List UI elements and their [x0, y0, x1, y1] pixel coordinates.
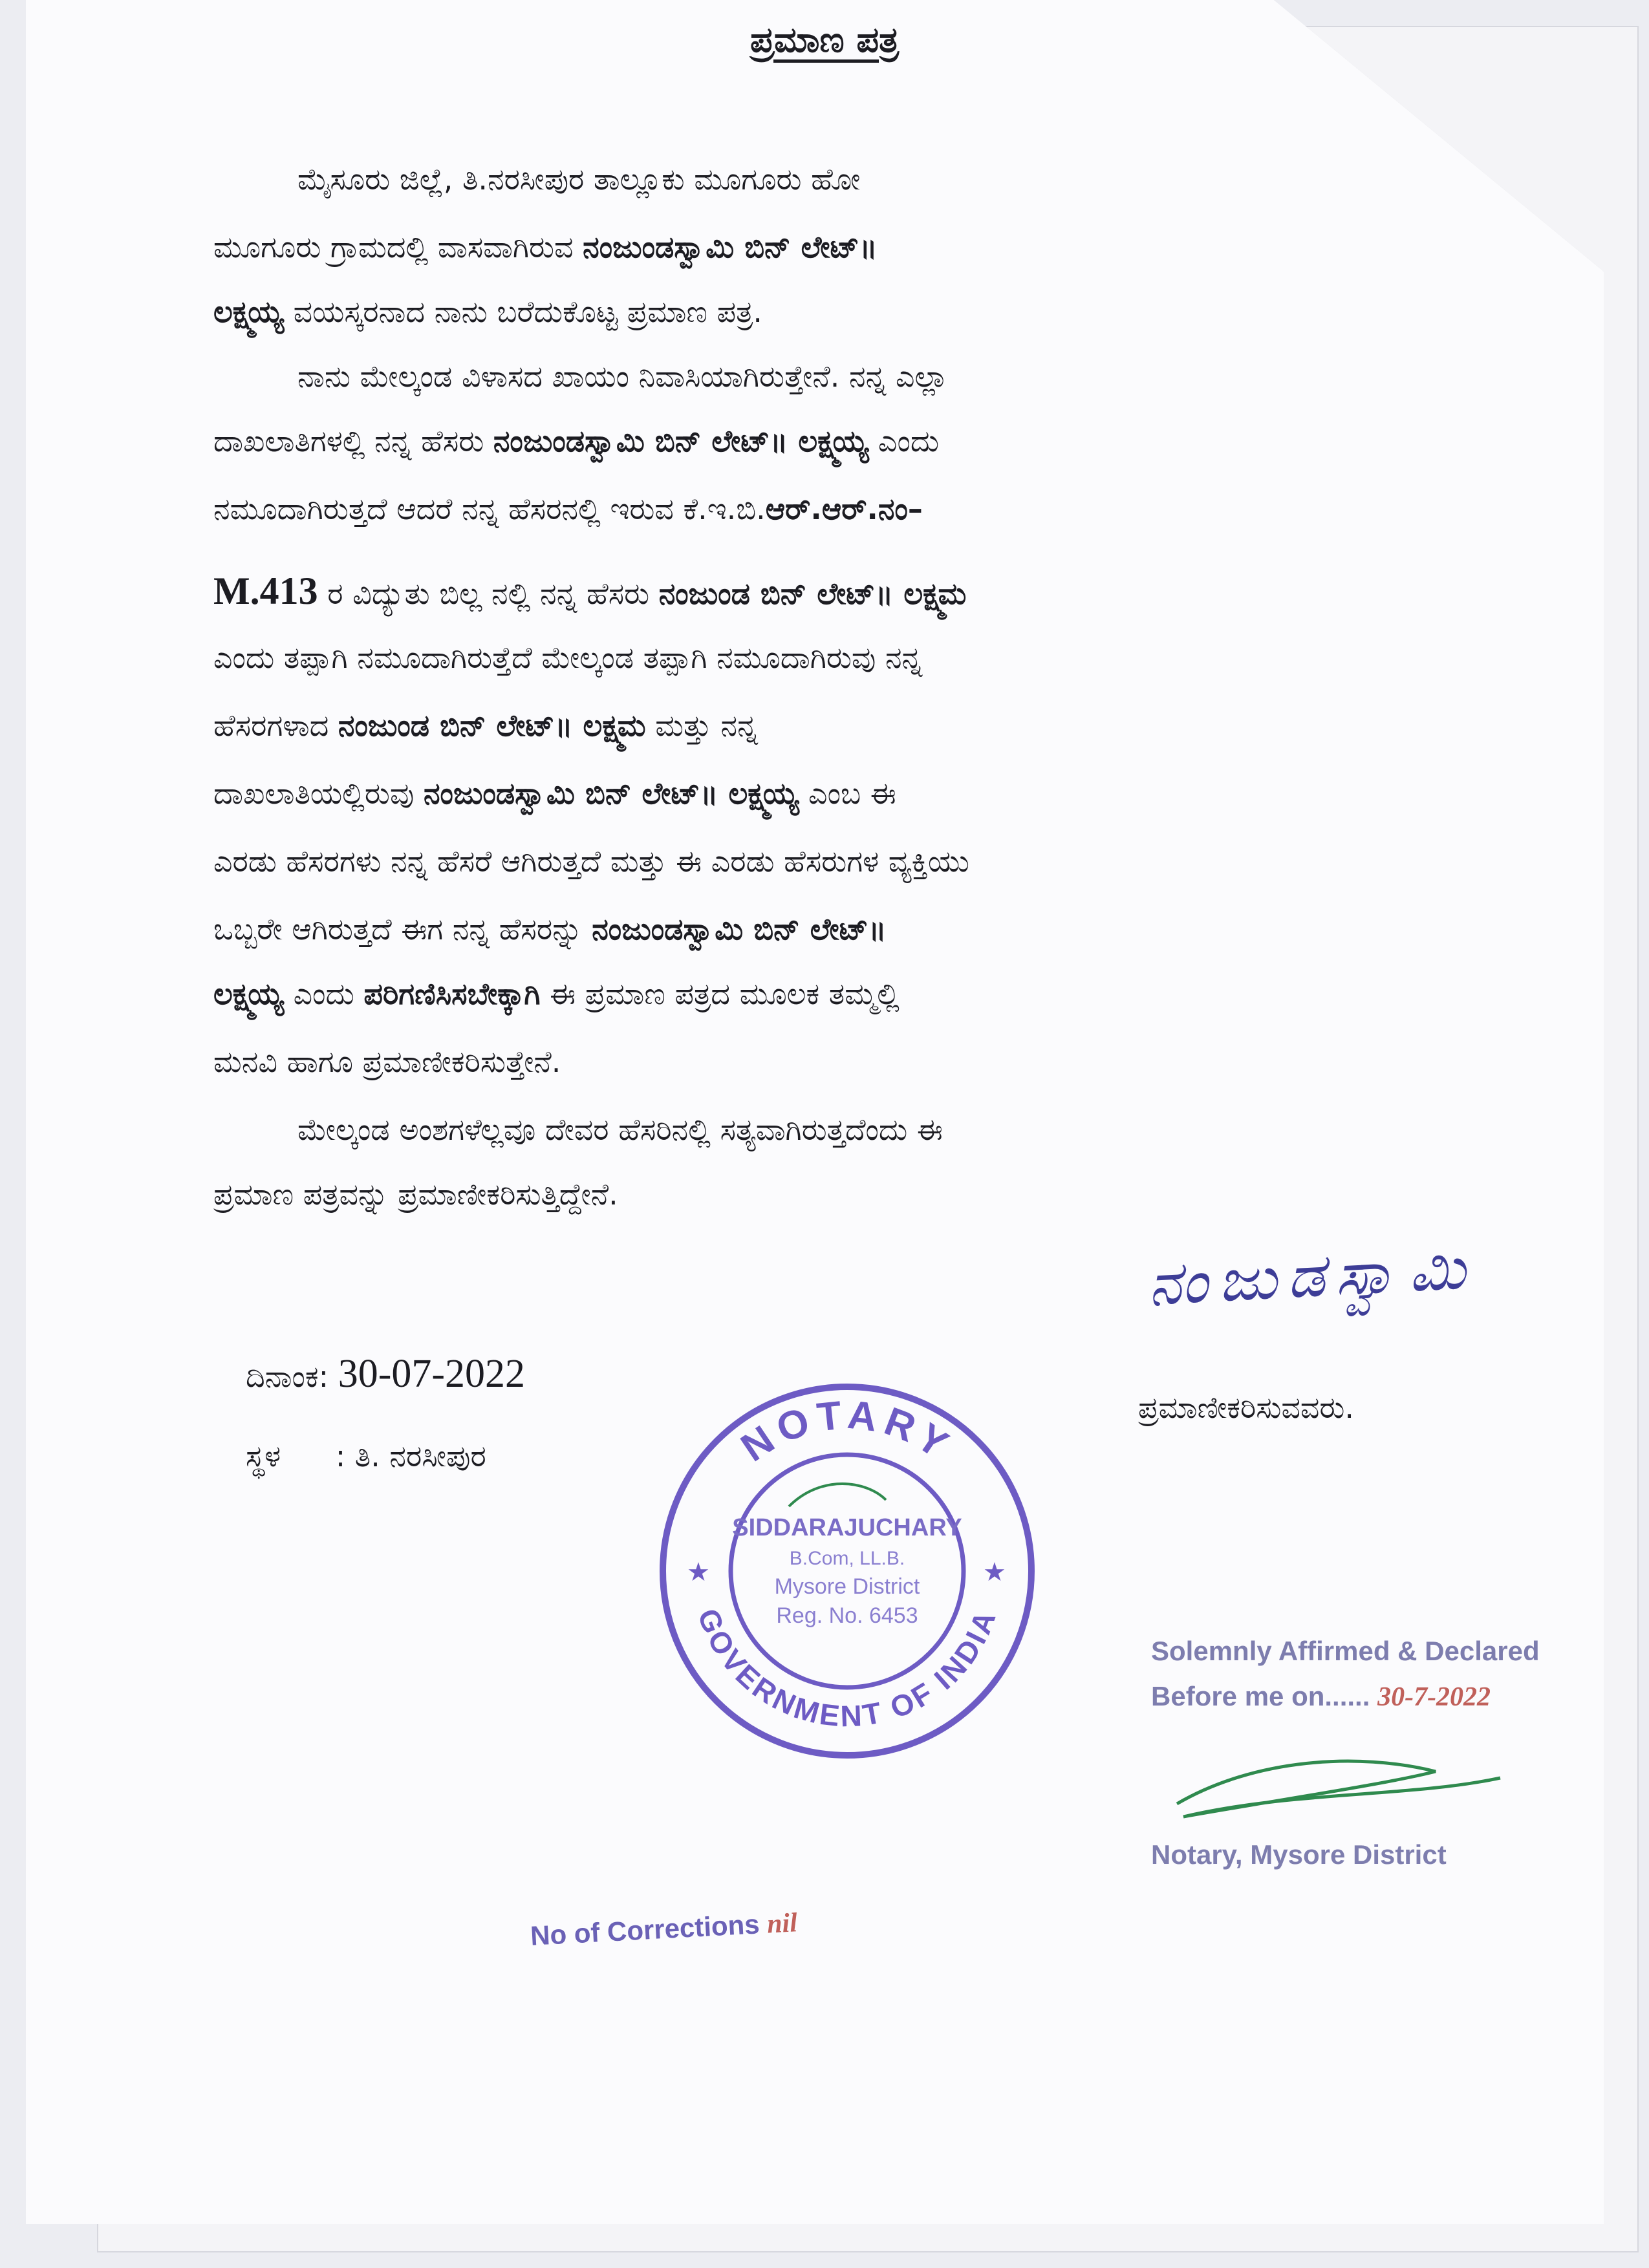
body-text: ಎರಡು ಹೆಸರಗಳು ನನ್ನ ಹೆಸರೆ ಆಗಿರುತ್ತದೆ ಮತ್ತು ಈ ಎರಡು ಹೆಸರುಗಳ ವ್ಯಕ್ತಿಯು: [213, 844, 969, 879]
bold-name-text: ಆರ್.ಆರ್.ನಂ–: [765, 491, 923, 526]
corrections-value: nil: [766, 1908, 799, 1940]
date-value: 30-07-2022: [338, 1352, 526, 1396]
stamp-bottom-text: GOVERNMENT OF INDIA: [691, 1604, 1003, 1733]
corrections-label: No of Corrections: [530, 1909, 760, 1951]
signature: ನಂಜುಡಸ್ವಾಮಿ: [1146, 1232, 1478, 1320]
seal-date: 30-7-2022: [1377, 1682, 1491, 1712]
body-text: ಎಂದು: [283, 976, 364, 1011]
stamp-green-mark: [789, 1484, 886, 1506]
stamp-star-icon: ★: [983, 1557, 1006, 1587]
stamp-top-text: NOTARY: [733, 1392, 962, 1471]
body-line: [213, 708, 1526, 744]
body-line: [213, 844, 1526, 880]
bold-name-text: ನಂಜುಂಡ ಬಿನ್ ಲೇಟ್॥ ಲಕ್ಷ್ಮಮ: [658, 576, 967, 611]
bold-name-text: ನಂಜುಂಡಸ್ವಾಮಿ ಬಿನ್ ಲೇಟ್॥: [592, 912, 887, 947]
body-line: [213, 1044, 1526, 1080]
stamp-name: SIDDARAJUCHARY: [732, 1514, 962, 1541]
body-line: [213, 423, 1526, 460]
bold-name-text: M.413: [213, 570, 318, 612]
body-line: [213, 976, 1526, 1012]
body-line: [213, 569, 1526, 614]
body-line: [213, 162, 1610, 198]
body-line: [213, 294, 1526, 330]
bold-name-text: ಪರಿಗಣಿಸಿಸಬೇಕ್ಕಾಗಿ: [363, 976, 541, 1011]
bold-name-text: ನಂಜುಂಡ ಬಿನ್ ಲೇಟ್॥ ಲಕ್ಷ್ಮಮ: [338, 708, 646, 743]
body-text: ವಯಸ್ಕರನಾದ ನಾನು ಬರೆದುಕೊಟ್ಟ ಪ್ರಮಾಣ ಪತ್ರ.: [283, 294, 762, 329]
body-text: ನಮೂದಾಗಿರುತ್ತದೆ ಆದರೆ ನನ್ನ ಹೆಸರನಲ್ಲಿ ಇರುವ ಕೆ.ಇ.ಬಿ.: [213, 491, 766, 526]
declarant-label: ಪ್ರಮಾಣೀಕರಿಸುವವರು.: [1138, 1390, 1355, 1425]
bold-name-text: ನಂಜುಂಡಸ್ವಾಮಿ ಬಿನ್ ಲೇಟ್॥ ಲಕ್ಷ್ಮಯ್ಯ: [493, 423, 869, 458]
bold-name-text: ನಂಜುಂಡಸ್ವಾಮಿ ಬಿನ್ ಲೇಟ್॥: [583, 230, 878, 264]
body-line: [213, 776, 1526, 812]
body-text: ಮತ್ತು ನನ್ನ: [645, 708, 758, 743]
stamp-degree: B.Com, LL.B.: [789, 1548, 905, 1569]
notary-signature: [1164, 1733, 1513, 1830]
date-label: ದಿನಾಂಕ:: [246, 1359, 329, 1394]
body-line: [213, 1177, 1526, 1213]
seal-line-2: [1151, 1681, 1491, 1713]
stamp-district: Mysore District: [774, 1574, 920, 1599]
seal-line-3: Notary, Mysore District: [1151, 1839, 1447, 1870]
body-line: [213, 640, 1526, 676]
seal-before-me: Before me on......: [1151, 1681, 1370, 1711]
body-text: ಈ ಪ್ರಮಾಣ ಪತ್ರದ ಮೂಲಕ ತಮ್ಮಲ್ಲಿ: [540, 976, 900, 1011]
stamp-star-icon: ★: [687, 1557, 710, 1587]
body-text: ಒಬ್ಬರೇ ಆಗಿರುತ್ತದೆ ಈಗ ನನ್ನ ಹೆಸರನ್ನು: [213, 912, 592, 947]
body-text: ಎಂದು: [868, 423, 940, 458]
body-line: [213, 230, 1526, 266]
date-row: [246, 1351, 525, 1397]
body-text: ದಾಖಲಾತಿಗಳಲ್ಲಿ ನನ್ನ ಹೆಸರು: [213, 423, 493, 458]
body-text: ಮೂಗೂರು ಗ್ರಾಮದಲ್ಲಿ ವಾಸವಾಗಿರುವ: [213, 230, 583, 264]
place-value: : ತಿ. ನರಸೀಪುರ: [335, 1439, 486, 1473]
body-text: ದಾಖಲಾತಿಯಲ್ಲಿರುವು: [213, 776, 424, 811]
place-label: ಸ್ಥಳ: [246, 1439, 281, 1473]
seal-line-1: Solemnly Affirmed & Declared: [1151, 1636, 1540, 1666]
body-text: ಎಂದು ತಪ್ಪಾಗಿ ನಮೂದಾಗಿರುತ್ತೆದೆ ಮೇಲ್ಕಂಡ ತಪ್ಪಾಗಿ ನಮೂದಾಗಿರುವು ನನ್ನ: [213, 640, 923, 675]
bold-name-text: ಲಕ್ಷ್ಮಯ್ಯ: [213, 294, 284, 329]
body-text: ನಾನು ಮೇಲ್ಕಂಡ ವಿಳಾಸದ ಖಾಯಂ ನಿವಾಸಿಯಾಗಿರುತ್ತೇನೆ. ನನ್ನ ಎಲ್ಲಾ: [297, 359, 949, 394]
body-line: [213, 1112, 1610, 1148]
body-text: ಎಂಬ ಈ: [799, 776, 896, 811]
body-line: [213, 491, 1526, 528]
body-text: ಮೇಲ್ಕಂಡ ಅಂಶಗಳೆಲ್ಲವೂ ದೇವರ ಹೆಸರಿನಲ್ಲಿ ಸತ್ಯವಾಗಿರುತ್ತದೆಂದು ಈ: [297, 1112, 943, 1147]
bold-name-text: ಲಕ್ಷ್ಮಯ್ಯ: [213, 976, 284, 1011]
body-text: ಮೈಸೂರು ಜಿಲ್ಲೆ, ತಿ.ನರಸೀಪುರ ತಾಲ್ಲೂಕು ಮೂಗೂರು ಹೋ: [297, 162, 861, 197]
body-line: [213, 359, 1610, 395]
notary-stamp: [653, 1377, 1041, 1765]
body-text: ಮನವಿ ಹಾಗೂ ಪ್ರಮಾಣೀಕರಿಸುತ್ತೇನೆ.: [213, 1044, 561, 1079]
place-row: [246, 1439, 486, 1475]
body-line: [213, 912, 1526, 948]
body-text: ರ ವಿದ್ಯುತು ಬಿಲ್ಲ ನಲ್ಲಿ ನನ್ನ ಹೆಸರು: [318, 576, 659, 611]
document-title: ಪ್ರಮಾಣ ಪತ್ರ: [750, 19, 899, 60]
stamp-reg: Reg. No. 6453: [776, 1603, 918, 1628]
body-text: ಹೆಸರಗಳಾದ: [213, 708, 338, 743]
bold-name-text: ನಂಜುಂಡಸ್ವಾಮಿ ಬಿನ್ ಲೇಟ್॥ ಲಕ್ಷ್ಮಯ್ಯ: [423, 776, 799, 811]
body-text: ಪ್ರಮಾಣ ಪತ್ರವನ್ನು ಪ್ರಮಾಣೀಕರಿಸುತ್ತಿದ್ದೇನೆ.: [213, 1177, 618, 1212]
